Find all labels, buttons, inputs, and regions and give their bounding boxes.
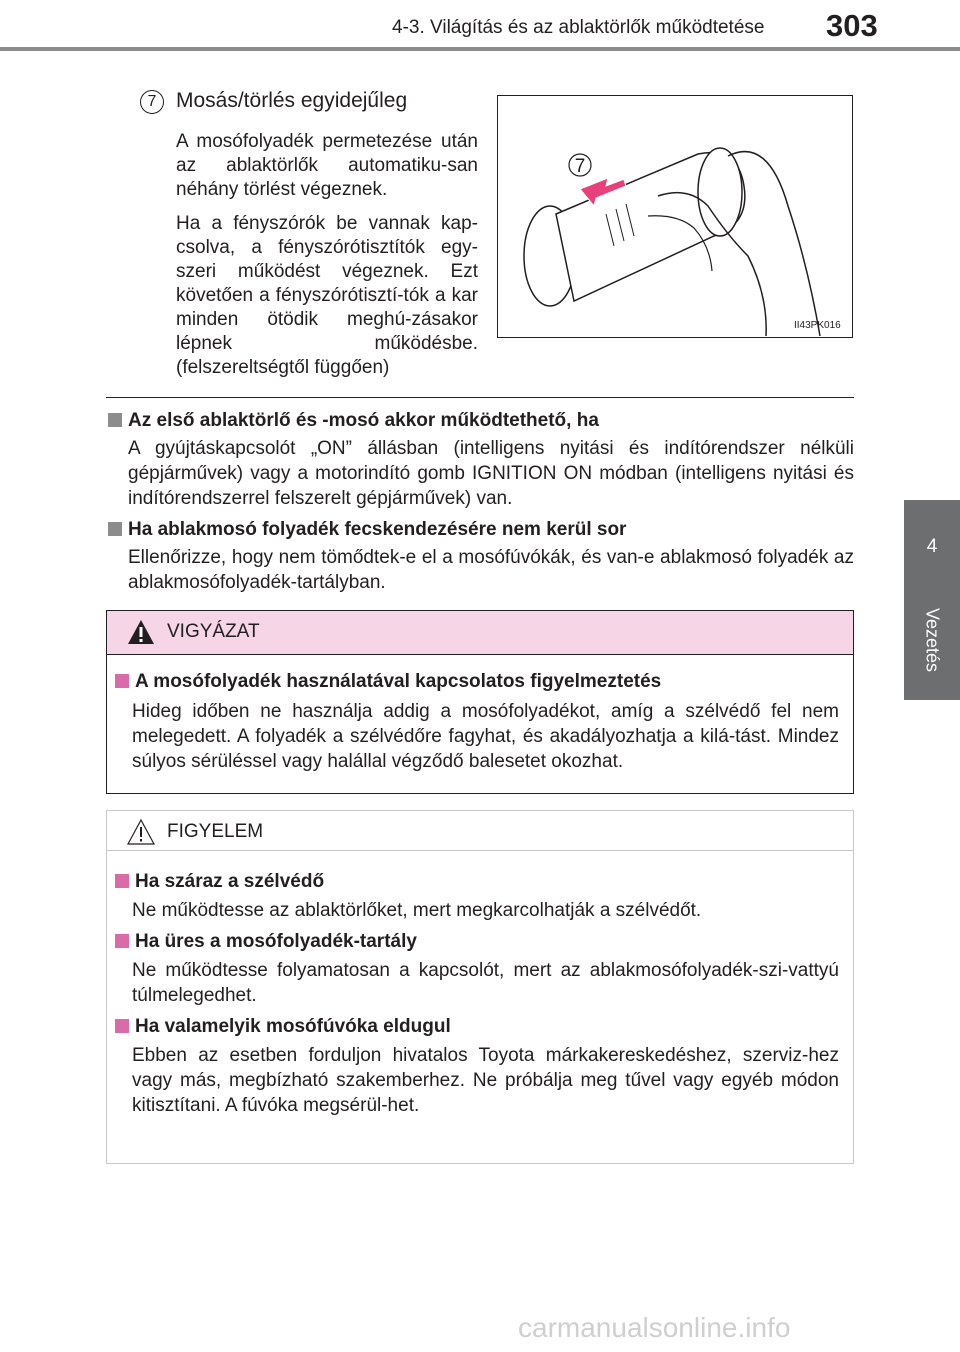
bullet-square-icon [115,674,129,688]
section-heading-no-spray [108,519,626,541]
step-paragraph-1: A mosófolyadék permetezése után az ablaktörlők automatiku-san néhány törlést végeznek. [176,131,478,200]
section-body-no-spray: Ellenőrizze, hogy nem tömődtek-e el a mosófúvókák, és van-e ablakmosó folyadék az ablakmosófolyadék-tartályban. [128,547,854,593]
bullet-square-icon [115,1019,129,1033]
notice-item-body: Ne működtesse az ablaktörlőket, mert megkarcolhatják a szélvédőt. [132,900,702,921]
notice-item-body: Ebben az esetben forduljon hivatalos Toyota márkakereskedéshez, szerviz-hez vagy más, megbízható szakemberhez. Ne próbálja meg tűvel vagy egyéb módon kitisztítani. A fúvóka megsérül-het. [132,1045,839,1116]
illustration-code: II43PK016 [794,320,841,331]
notice-box-header [107,811,853,851]
section-divider [106,397,854,398]
chapter-number: 4 [926,536,938,557]
caution-triangle-icon [127,819,155,845]
notice-label: FIGYELEM [167,821,264,842]
step-paragraph-2: Ha a fényszórók be vannak kap-csolva, a fényszórótisztítók egy-szeri működést végeznek. Ezt követően a fényszórótisztí-tók a kar minden ötödik meghú-zásakor lépnek működésbe. (felszereltségtől függően) [176,213,478,378]
warning-box-header [107,611,853,655]
section-heading-text: Ha ablakmosó folyadék fecskendezésére nem kerül sor [128,519,627,540]
section-body-operation: A gyújtáskapcsolót „ON” állásban (intelligens nyitási és indítórendszer nélküli gépjárművek) vagy a motorindító gomb IGNITION ON módban (intelligens nyitási és indítórendszerrel felszerelt gépjárművek) van. [128,438,854,509]
bullet-square-icon [108,522,122,536]
page-number: 303 [826,8,878,43]
section-heading-text: Az első ablaktörlő és -mosó akkor működtethető, ha [128,410,599,431]
notice-item-heading-text: Ha száraz a szélvédő [135,871,325,892]
watermark: carmanualsonline.info [518,1312,791,1343]
step-number-badge: 7 [140,90,164,114]
chapter-label-wrapper [908,608,956,688]
step-title: Mosás/törlés egyidejűleg [176,89,408,112]
section-heading-operation [108,410,599,432]
warning-triangle-icon [127,619,155,645]
notice-item-heading-text: Ha valamelyik mosófúvóka eldugul [135,1016,451,1037]
lever-drawing [498,96,851,336]
warning-item-heading [115,671,661,693]
running-header-title: 4-3. Világítás és az ablaktörlők működtetése [392,17,765,38]
notice-item-body: Ne működtesse folyamatosan a kapcsolót, mert az ablakmosófolyadék-szi-vattyú túlmelegedhet. [132,960,839,1006]
notice-item-heading [115,871,324,893]
wiper-lever-illustration [497,95,853,338]
notice-item-heading [115,1016,451,1038]
header-divider [0,47,960,51]
callout-number: 7 [574,156,586,177]
warning-label: VIGYÁZAT [167,621,260,642]
notice-item-heading [115,931,417,953]
warning-item-heading-text: A mosófolyadék használatával kapcsolatos figyelmeztetés [135,671,662,692]
warning-item-body: Hideg időben ne használja addig a mosófolyadékot, amíg a szélvédő fel nem melegedett. A folyadék a szélvédőre fagyhat, és akadályozhatja a kilá-tást. Mindez súlyos sérüléssel vagy halállal végződő balesetet okozhat. [132,701,839,772]
notice-item-heading-text: Ha üres a mosófolyadék-tartály [135,931,417,952]
warning-box [106,610,854,794]
bullet-square-icon [115,934,129,948]
bullet-square-icon [115,874,129,888]
chapter-label: Vezetés [922,608,943,673]
bullet-square-icon [108,413,122,427]
notice-box [106,810,854,1164]
